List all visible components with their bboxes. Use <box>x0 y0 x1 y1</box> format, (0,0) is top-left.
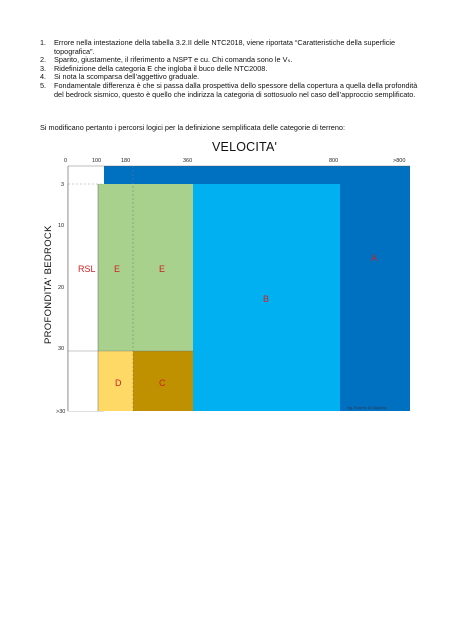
label-b: B <box>263 294 270 304</box>
y-tick: 10 <box>58 223 65 229</box>
y-tick: >30 <box>56 409 66 415</box>
intro-paragraph: Si modificano pertanto i percorsi logici per la definizione semplificata delle categorie di terreno: <box>40 123 346 132</box>
list-item: 2. Sparito, giustamente, il riferimento a NSPT e cu. Chi comanda sono le Vₛ. <box>40 55 293 65</box>
list-item: 5. Fondamentale differenza è che si passa dalla prospettiva dello spessore della copertura a quella della profondità del bedrock sismico, questo è quello che indirizza la categoria di sottosuolo nel caso dell’approccio semplificato. <box>40 80 418 99</box>
label-e1: E <box>114 264 121 274</box>
label-d: D <box>115 378 122 388</box>
x-tick: >800 <box>393 158 406 164</box>
chart-title: VELOCITA' <box>212 140 278 154</box>
x-tick: 0 <box>64 158 68 164</box>
y-tick: 3 <box>61 182 65 188</box>
list-item: 4. Si nota la scomparsa dell’aggettivo graduale. <box>40 72 200 82</box>
list-item: 1. Errore nella intestazione della tabella 3.2.II delle NTC2018, viene riportata “Caratteristiche della superficie topografica”. <box>40 38 396 56</box>
label-e2: E <box>159 264 166 274</box>
y-tick: 30 <box>58 346 65 352</box>
list-item: 3. Ridefinizione della categoria E che ingloba il buco delle NTC2008. <box>40 63 268 73</box>
region-rsl-bottom <box>68 351 98 411</box>
top-strip <box>68 166 104 184</box>
x-tick: 360 <box>183 158 193 164</box>
x-tick: 800 <box>329 158 339 164</box>
signature: Ing. Roberto Di Giacomo <box>347 406 387 410</box>
x-tick: 100 <box>92 158 102 164</box>
label-c: C <box>159 378 166 388</box>
label-a: A <box>371 253 378 263</box>
y-tick: 20 <box>58 285 65 291</box>
y-axis-label: PROFONDITA' BEDROCK <box>43 225 54 344</box>
label-rsl: RSL <box>78 264 96 274</box>
x-tick: 180 <box>121 158 131 164</box>
